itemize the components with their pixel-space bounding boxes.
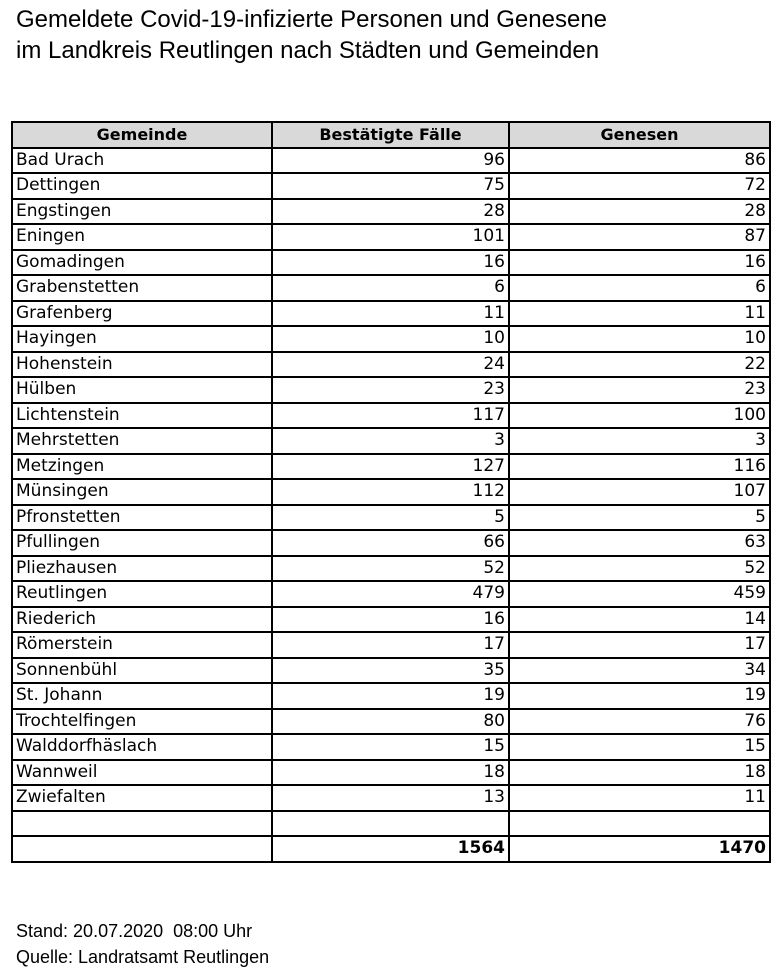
cell-genesen: 15 — [509, 734, 770, 760]
cell-gemeinde: Römerstein — [12, 632, 272, 658]
cell-genesen: 5 — [509, 505, 770, 531]
total-row — [12, 836, 770, 862]
cell-gemeinde: Reutlingen — [12, 581, 272, 607]
cell-genesen: 116 — [509, 454, 770, 480]
empty-cell — [272, 811, 509, 837]
cell-gemeinde: Trochtelfingen — [12, 709, 272, 735]
cell-bestaetigte-faelle: 16 — [272, 607, 509, 633]
stand-date: Stand: 20.07.2020 08:00 Uhr — [16, 921, 253, 941]
cell-gemeinde: Pliezhausen — [12, 556, 272, 582]
total-label — [12, 836, 272, 862]
title-line-2: im Landkreis Reutlingen nach Städten und Gemeinden — [16, 37, 600, 64]
table-row — [12, 607, 770, 633]
cell-gemeinde: Lichtenstein — [12, 403, 272, 429]
table-row — [12, 505, 770, 531]
cell-bestaetigte-faelle: 23 — [272, 377, 509, 403]
cell-gemeinde: Grafenberg — [12, 301, 272, 327]
table-row — [12, 556, 770, 582]
cell-gemeinde: Pfullingen — [12, 530, 272, 556]
table-row — [12, 530, 770, 556]
table-row — [12, 479, 770, 505]
table-row — [12, 658, 770, 684]
header-genesen: Genesen — [509, 122, 770, 148]
cell-gemeinde: Mehrstetten — [12, 428, 272, 454]
cell-bestaetigte-faelle: 52 — [272, 556, 509, 582]
cell-genesen: 22 — [509, 352, 770, 378]
cell-bestaetigte-faelle: 10 — [272, 326, 509, 352]
cell-genesen: 107 — [509, 479, 770, 505]
total-bestaetigte-faelle: 1564 — [272, 836, 509, 862]
table-row — [12, 250, 770, 276]
cell-genesen: 10 — [509, 326, 770, 352]
cell-bestaetigte-faelle: 117 — [272, 403, 509, 429]
cell-bestaetigte-faelle: 112 — [272, 479, 509, 505]
table-row — [12, 632, 770, 658]
cell-gemeinde: Riederich — [12, 607, 272, 633]
cell-genesen: 87 — [509, 224, 770, 250]
cell-gemeinde: Engstingen — [12, 199, 272, 225]
header-gemeinde: Gemeinde — [12, 122, 272, 148]
cell-genesen: 14 — [509, 607, 770, 633]
cell-bestaetigte-faelle: 11 — [272, 301, 509, 327]
cell-genesen: 76 — [509, 709, 770, 735]
empty-cell — [509, 811, 770, 837]
cell-bestaetigte-faelle: 96 — [272, 148, 509, 174]
cell-gemeinde: Sonnenbühl — [12, 658, 272, 684]
table-row — [12, 709, 770, 735]
cell-gemeinde: Wannweil — [12, 760, 272, 786]
cell-gemeinde: Walddorfhäslach — [12, 734, 272, 760]
cell-bestaetigte-faelle: 15 — [272, 734, 509, 760]
cell-gemeinde: Hülben — [12, 377, 272, 403]
table-row — [12, 734, 770, 760]
table-header-row — [12, 122, 770, 148]
table-row — [12, 199, 770, 225]
cell-gemeinde: Gomadingen — [12, 250, 272, 276]
cell-bestaetigte-faelle: 75 — [272, 173, 509, 199]
cell-bestaetigte-faelle: 80 — [272, 709, 509, 735]
table-row — [12, 173, 770, 199]
table-row — [12, 352, 770, 378]
document-title — [16, 4, 607, 66]
cell-genesen: 3 — [509, 428, 770, 454]
cell-genesen: 19 — [509, 683, 770, 709]
cell-genesen: 16 — [509, 250, 770, 276]
total-genesen: 1470 — [509, 836, 770, 862]
table-row — [12, 785, 770, 811]
cell-genesen: 6 — [509, 275, 770, 301]
cell-gemeinde: St. Johann — [12, 683, 272, 709]
table-row — [12, 148, 770, 174]
cell-gemeinde: Zwiefalten — [12, 785, 272, 811]
table-row — [12, 326, 770, 352]
cell-bestaetigte-faelle: 127 — [272, 454, 509, 480]
cell-gemeinde: Hohenstein — [12, 352, 272, 378]
table-row — [12, 428, 770, 454]
cell-genesen: 72 — [509, 173, 770, 199]
table-row — [12, 377, 770, 403]
cell-bestaetigte-faelle: 28 — [272, 199, 509, 225]
table-row — [12, 403, 770, 429]
cell-bestaetigte-faelle: 5 — [272, 505, 509, 531]
cell-genesen: 52 — [509, 556, 770, 582]
cell-genesen: 34 — [509, 658, 770, 684]
cell-genesen: 11 — [509, 785, 770, 811]
cell-bestaetigte-faelle: 17 — [272, 632, 509, 658]
cell-bestaetigte-faelle: 24 — [272, 352, 509, 378]
cell-bestaetigte-faelle: 479 — [272, 581, 509, 607]
cell-genesen: 63 — [509, 530, 770, 556]
empty-cell — [12, 811, 272, 837]
cell-genesen: 86 — [509, 148, 770, 174]
cell-gemeinde: Bad Urach — [12, 148, 272, 174]
cell-bestaetigte-faelle: 3 — [272, 428, 509, 454]
cell-bestaetigte-faelle: 101 — [272, 224, 509, 250]
table-row — [12, 683, 770, 709]
title-line-1: Gemeldete Covid-19-infizierte Personen und Genesene — [16, 6, 608, 33]
cell-gemeinde: Hayingen — [12, 326, 272, 352]
cell-bestaetigte-faelle: 6 — [272, 275, 509, 301]
cell-bestaetigte-faelle: 16 — [272, 250, 509, 276]
cases-table — [11, 121, 771, 863]
cell-bestaetigte-faelle: 13 — [272, 785, 509, 811]
cell-gemeinde: Metzingen — [12, 454, 272, 480]
cell-gemeinde: Dettingen — [12, 173, 272, 199]
table-row — [12, 454, 770, 480]
table-row — [12, 275, 770, 301]
table-row — [12, 224, 770, 250]
cell-genesen: 28 — [509, 199, 770, 225]
cell-gemeinde: Eningen — [12, 224, 272, 250]
source-note: Quelle: Landratsamt Reutlingen — [16, 947, 270, 967]
cell-genesen: 459 — [509, 581, 770, 607]
cell-genesen: 100 — [509, 403, 770, 429]
table-row — [12, 760, 770, 786]
table-row-empty — [12, 811, 770, 837]
cell-bestaetigte-faelle: 18 — [272, 760, 509, 786]
cell-bestaetigte-faelle: 19 — [272, 683, 509, 709]
cell-bestaetigte-faelle: 35 — [272, 658, 509, 684]
table-row — [12, 301, 770, 327]
cell-genesen: 17 — [509, 632, 770, 658]
header-bestaetigte-faelle: Bestätigte Fälle — [272, 122, 509, 148]
table-body — [12, 148, 770, 862]
table-row — [12, 581, 770, 607]
cell-gemeinde: Pfronstetten — [12, 505, 272, 531]
cell-gemeinde: Grabenstetten — [12, 275, 272, 301]
cell-genesen: 23 — [509, 377, 770, 403]
cell-genesen: 18 — [509, 760, 770, 786]
cell-genesen: 11 — [509, 301, 770, 327]
cell-gemeinde: Münsingen — [12, 479, 272, 505]
document-footer — [16, 918, 269, 970]
cell-bestaetigte-faelle: 66 — [272, 530, 509, 556]
